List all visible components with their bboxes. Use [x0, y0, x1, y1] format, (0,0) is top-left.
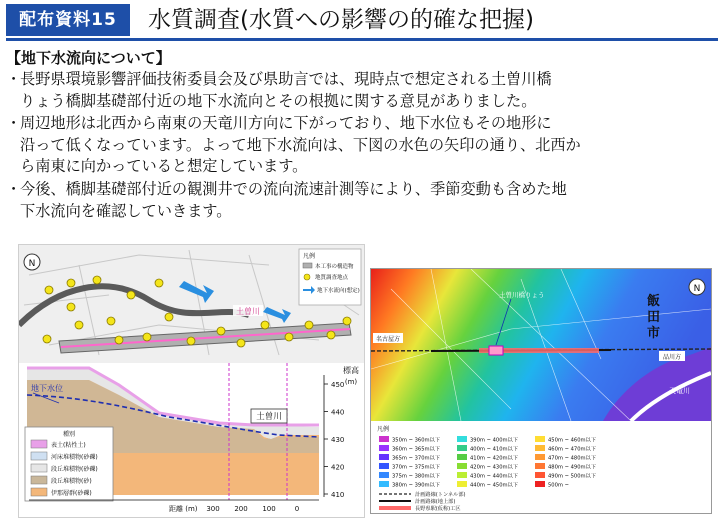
elevation-bin-swatch — [457, 454, 467, 460]
bullet-line: 周辺地形は北西から南東の天竜川方向に下がっており、地下水位もその地形に — [20, 114, 552, 132]
bridge-marker — [489, 346, 503, 355]
plan-legend-title: 凡例 — [303, 253, 316, 260]
road-label-left: 名古屋方 — [375, 336, 401, 343]
elevation-bin-swatch — [379, 436, 389, 442]
legend-item: 本工事の構造物 — [315, 264, 354, 270]
elevation-bin-label: 410m ~ 420m以下 — [470, 455, 518, 462]
bullet-line: ら南東に向かっていると想定しています。 — [20, 157, 308, 175]
section-heading: 【地下水流向について】 — [6, 49, 171, 67]
elevation-bin-label: 450m ~ 460m以下 — [548, 437, 596, 444]
elevation-bin-label: 490m ~ 500m以下 — [548, 473, 596, 480]
route-legend-label: 計画路線(トンネル部) — [415, 492, 466, 498]
legend-item: 地下水流向(想定) — [317, 288, 360, 294]
elevation-bin-swatch — [535, 454, 545, 460]
elevation-bin-label: 350m ~ 360m以下 — [392, 437, 440, 444]
elevation-axis-unit: (m) — [344, 378, 358, 386]
strata-swatch — [31, 464, 47, 472]
city-label-char: 田 — [647, 310, 661, 325]
distance-tick-label: 200 — [234, 505, 248, 513]
document-badge: 配布資料15 — [6, 4, 130, 36]
north-label: N — [28, 259, 36, 269]
strata-label: 段丘堆積物(砂礫) — [51, 466, 98, 473]
elevation-bin-label: 365m ~ 370m以下 — [392, 455, 440, 462]
bullet-mark: ・ — [6, 114, 22, 132]
elevation-bin-label: 480m ~ 490m以下 — [548, 464, 596, 471]
elevation-bin-swatch — [535, 436, 545, 442]
strata-label: 段丘堆積物(砂) — [51, 478, 92, 485]
elevation-bin-label: 500m ~ — [548, 482, 569, 489]
terrain-legend-title: 凡例 — [377, 426, 390, 433]
elevation-bin-label: 360m ~ 365m以下 — [392, 446, 440, 453]
elevation-tick-label: 450 — [331, 381, 345, 389]
legend-item: 地質調査地点 — [315, 275, 349, 281]
strata-label: 河床堆積物(砂礫) — [51, 454, 98, 461]
bullet-2 — [6, 113, 718, 178]
river-label: 天竜川 — [669, 387, 690, 395]
bullet-line: 下水流向を確認していきます。 — [20, 201, 232, 220]
bullet-3 — [6, 179, 718, 222]
elevation-bin-swatch — [535, 481, 545, 487]
elevation-bin-swatch — [457, 463, 467, 469]
city-label — [647, 293, 660, 341]
route-legend-label: 長野県駅(仮称)工区 — [415, 506, 461, 512]
road-label-right: 品川方 — [662, 354, 682, 361]
elevation-bin-swatch — [457, 436, 467, 442]
city-label-char: 飯 — [647, 294, 661, 309]
terrain-elevation-map-figure — [370, 268, 712, 514]
elevation-bin-label: 400m ~ 410m以下 — [470, 446, 518, 453]
elevation-bin-swatch — [379, 454, 389, 460]
elevation-bin-swatch — [457, 445, 467, 451]
elevation-tick-label: 440 — [331, 408, 345, 417]
strata-swatch — [31, 440, 47, 448]
elevation-bin-label: 460m ~ 470m以下 — [548, 446, 596, 453]
bullet-mark: ・ — [6, 70, 22, 88]
bullet-line: りょう橋脚基礎部付近の地下水流向とその根拠に関する意見がありました。 — [20, 91, 537, 110]
elevation-bin-swatch — [535, 472, 545, 478]
elevation-bin-label: 375m ~ 380m以下 — [392, 473, 440, 480]
elevation-tick-label: 410 — [331, 491, 345, 499]
north-label: N — [693, 284, 701, 294]
strata-swatch — [31, 476, 47, 484]
bridge-label: 土曽川橋りょう — [499, 291, 545, 299]
legend-survey-swatch — [304, 274, 310, 280]
river-label-plan: 土曽川 — [236, 307, 260, 316]
strata-label: 伊那層群(砂礫) — [51, 490, 92, 497]
groundwater-plan-and-section-figure — [18, 244, 365, 518]
elevation-bin-label: 420m ~ 430m以下 — [470, 464, 518, 471]
elevation-tick-label: 420 — [331, 463, 345, 472]
distance-tick-label: 100 — [262, 505, 276, 513]
elevation-axis-label: 標高 — [343, 366, 359, 375]
elevation-bin-swatch — [535, 463, 545, 469]
elevation-bin-label: 380m ~ 390m以下 — [392, 482, 440, 489]
city-label-char: 市 — [647, 326, 661, 341]
elevation-tick-label: 430 — [331, 436, 345, 444]
elevation-bin-label: 440m ~ 450m以下 — [470, 482, 518, 489]
elevation-bin-label: 370m ~ 375m以下 — [392, 464, 440, 471]
left-figure-svg — [19, 245, 364, 517]
bullet-mark: ・ — [6, 180, 22, 198]
route-legend-label: 計画路線(地上部) — [415, 499, 456, 505]
strata-label: 表土(粘性土) — [51, 442, 86, 449]
groundwater-label: 地下水位 — [31, 384, 63, 393]
distance-axis-label: 距離 (m) — [169, 505, 198, 513]
bullet-line: 今後、橋脚基礎部付近の観測井での流向流速計測等により、季節変動も含めた地 — [20, 180, 567, 198]
elevation-bin-label: 390m ~ 400m以下 — [470, 437, 518, 444]
strata-legend-title: 種別 — [62, 431, 76, 438]
elevation-bin-label: 470m ~ 480m以下 — [548, 455, 596, 462]
strata-swatch — [31, 452, 47, 460]
elevation-bin-label: 430m ~ 440m以下 — [470, 473, 518, 480]
legend-structure-swatch — [303, 263, 312, 268]
page-title: 水質調査(水質への影響の的確な把握) — [148, 7, 534, 33]
elevation-bin-swatch — [379, 445, 389, 451]
strata-swatch — [31, 488, 47, 496]
distance-tick-label: 300 — [206, 505, 220, 513]
title-divider — [6, 38, 718, 41]
section-river-label: 土曽川 — [256, 412, 282, 422]
distance-tick-label: 0 — [294, 505, 300, 513]
elevation-bin-swatch — [535, 445, 545, 451]
right-figure-svg — [371, 269, 711, 513]
bullet-1 — [6, 69, 718, 112]
elevation-bin-swatch — [457, 472, 467, 478]
elevation-bin-swatch — [379, 481, 389, 487]
elevation-bin-swatch — [379, 472, 389, 478]
elevation-bin-swatch — [379, 463, 389, 469]
bullet-line: 長野県環境影響評価技術委員会及び県助言では、現時点で想定される土曽川橋 — [20, 70, 552, 88]
elevation-bin-swatch — [457, 481, 467, 487]
bullet-line: 沿って低くなっています。よって地下水流向は、下図の水色の矢印の通り、北西か — [20, 135, 581, 154]
